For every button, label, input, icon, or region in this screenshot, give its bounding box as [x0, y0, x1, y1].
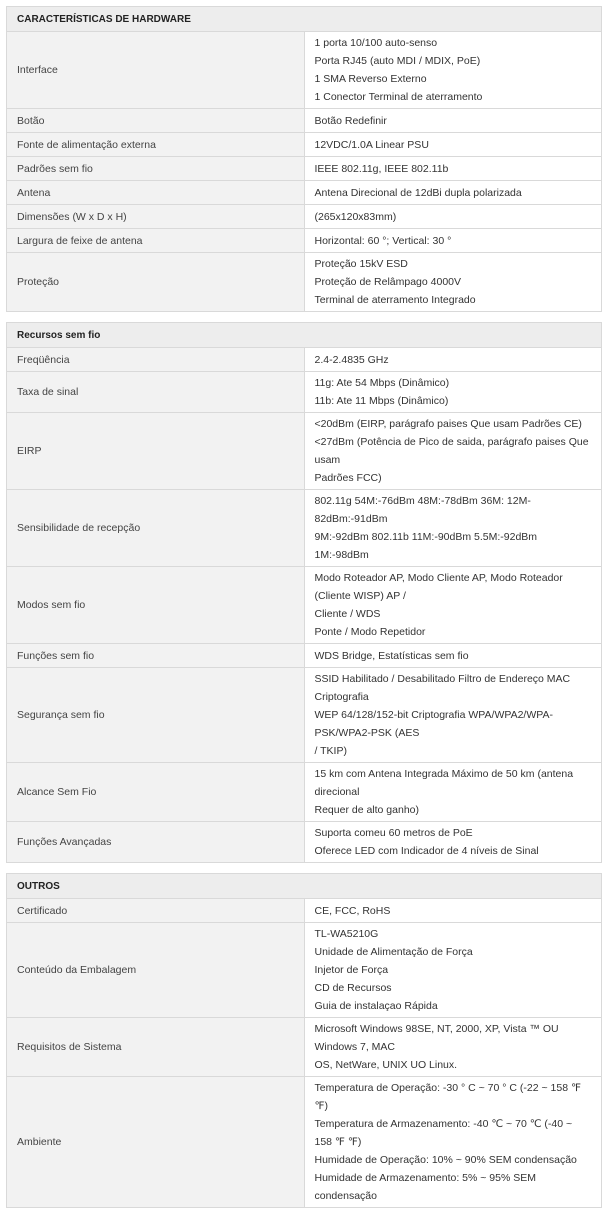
spec-value-line: Suporta comeu 60 metros de PoE: [314, 827, 473, 839]
spec-value-line: IEEE 802.11g, IEEE 802.11b: [314, 162, 449, 175]
spec-row: [7, 413, 602, 490]
spec-value-line: SSID Habilitado / Desabilitado Filtro de Endereço MAC Criptografia: [314, 673, 571, 703]
spec-value-line: Botão Redefinir: [314, 114, 387, 127]
spec-value: [304, 1077, 602, 1208]
spec-value-line: Cliente / WDS: [314, 608, 381, 620]
spec-value-line: Proteção 15kV ESD: [314, 258, 408, 270]
spec-label: Certificado: [7, 899, 305, 923]
spec-row: [7, 109, 602, 133]
spec-row: [7, 822, 602, 863]
spec-table: [6, 6, 602, 312]
spec-row: [7, 923, 602, 1018]
spec-value-line: TL-WA5210G: [314, 928, 379, 940]
spec-tables: [6, 6, 602, 1208]
spec-value-line: OS, NetWare, UNIX UO Linux.: [314, 1059, 458, 1071]
spec-value: [304, 567, 602, 644]
spec-value-line: 15 km com Antena Integrada Máximo de 50 km (antena direcional: [314, 768, 574, 798]
spec-row: [7, 205, 602, 229]
spec-value: [304, 253, 602, 312]
spec-value-line: <20dBm (EIRP, parágrafo paises Que usam Padrões CE): [314, 418, 582, 430]
spec-value-line: CD de Recursos: [314, 982, 392, 994]
spec-value-line: 1 SMA Reverso Externo: [314, 73, 427, 85]
spec-label: Freqüência: [7, 348, 305, 372]
spec-value-line: / TKIP): [314, 745, 347, 757]
spec-row: [7, 32, 602, 109]
section-title: OUTROS: [7, 874, 602, 899]
spec-row: [7, 348, 602, 372]
spec-value-line: Oferece LED com Indicador de 4 níveis de Sinal: [314, 845, 539, 857]
spec-label: Requisitos de Sistema: [7, 1018, 305, 1077]
spec-value: [304, 181, 602, 205]
spec-value-line: WDS Bridge, Estatísticas sem fio: [314, 649, 469, 662]
spec-value: [304, 923, 602, 1018]
spec-row: [7, 181, 602, 205]
spec-value-line: Humidade de Armazenamento: 5% ~ 95% SEM condensação: [314, 1172, 536, 1202]
spec-value: [304, 205, 602, 229]
spec-value: [304, 490, 602, 567]
spec-label: Antena: [7, 181, 305, 205]
spec-label: Funções sem fio: [7, 644, 305, 668]
spec-value-line: Horizontal: 60 °; Vertical: 30 °: [314, 234, 452, 247]
spec-row: [7, 253, 602, 312]
spec-label: Proteção: [7, 253, 305, 312]
spec-label: Interface: [7, 32, 305, 109]
spec-row: [7, 567, 602, 644]
spec-label: Largura de feixe de antena: [7, 229, 305, 253]
spec-label: Ambiente: [7, 1077, 305, 1208]
spec-label: Funções Avançadas: [7, 822, 305, 863]
spec-value: [304, 133, 602, 157]
spec-value: [304, 899, 602, 923]
spec-table: [6, 873, 602, 1208]
spec-value: [304, 229, 602, 253]
spec-label: Sensibilidade de recepção: [7, 490, 305, 567]
spec-value-line: 1 Conector Terminal de aterramento: [314, 91, 483, 103]
spec-value-line: Microsoft Windows 98SE, NT, 2000, XP, Vista ™ OU Windows 7, MAC: [314, 1023, 559, 1053]
spec-value-line: 1 porta 10/100 auto-senso: [314, 37, 438, 49]
spec-label: EIRP: [7, 413, 305, 490]
spec-label: Segurança sem fio: [7, 668, 305, 763]
spec-label: Alcance Sem Fio: [7, 763, 305, 822]
spec-value-line: <27dBm (Potência de Pico de saida, parágrafo paises Que usam: [314, 436, 589, 466]
spec-value-line: Temperatura de Operação: -30 ° C ~ 70 ° C (-22 ~ 158 ℉ ℉): [314, 1082, 581, 1112]
spec-label: Conteúdo da Embalagem: [7, 923, 305, 1018]
section-title: Recursos sem fio: [7, 323, 602, 348]
spec-value-line: Padrões FCC): [314, 472, 382, 484]
spec-value-line: 12VDC/1.0A Linear PSU: [314, 138, 429, 151]
spec-value-line: Humidade de Operação: 10% ~ 90% SEM condensação: [314, 1154, 577, 1166]
spec-row: [7, 133, 602, 157]
spec-value-line: CE, FCC, RoHS: [314, 904, 391, 917]
spec-value-line: Guia de instalaçao Rápida: [314, 1000, 438, 1012]
spec-value: [304, 668, 602, 763]
spec-value: [304, 32, 602, 109]
spec-row: [7, 490, 602, 567]
spec-value-line: Injetor de Força: [314, 964, 389, 976]
spec-row: [7, 229, 602, 253]
spec-row: [7, 1018, 602, 1077]
spec-value-line: 802.11g 54M:-76dBm 48M:-78dBm 36M: 12M-82dBm:-91dBm: [314, 495, 531, 525]
spec-value-line: Antena Direcional de 12dBi dupla polarizada: [314, 186, 522, 199]
spec-value-line: Temperatura de Armazenamento: -40 ℃ ~ 70 ℃ (-40 ~ 158 ℉ ℉): [314, 1118, 573, 1148]
spec-value: [304, 109, 602, 133]
spec-row: [7, 157, 602, 181]
spec-row: [7, 899, 602, 923]
spec-value-line: Terminal de aterramento Integrado: [314, 294, 476, 306]
spec-row: [7, 763, 602, 822]
spec-label: Botão: [7, 109, 305, 133]
spec-value: [304, 372, 602, 413]
spec-value-line: Ponte / Modo Repetidor: [314, 626, 426, 638]
spec-table: [6, 322, 602, 863]
spec-row: [7, 668, 602, 763]
spec-value-line: Porta RJ45 (auto MDI / MDIX, PoE): [314, 55, 481, 67]
spec-value: [304, 348, 602, 372]
spec-value-line: Proteção de Relâmpago 4000V: [314, 276, 462, 288]
spec-value-line: Requer de alto ganho): [314, 804, 419, 816]
spec-row: [7, 372, 602, 413]
spec-row: [7, 644, 602, 668]
spec-row: [7, 1077, 602, 1208]
spec-value-line: Unidade de Alimentação de Força: [314, 946, 473, 958]
spec-value-line: (265x120x83mm): [314, 210, 397, 223]
spec-value: [304, 763, 602, 822]
section-header-row: [7, 7, 602, 32]
spec-value-line: 11b: Ate 11 Mbps (Dinâmico): [314, 395, 449, 407]
section-header-row: [7, 323, 602, 348]
spec-value-line: 11g: Ate 54 Mbps (Dinâmico): [314, 377, 450, 389]
spec-value: [304, 1018, 602, 1077]
spec-label: Modos sem fio: [7, 567, 305, 644]
spec-label: Fonte de alimentação externa: [7, 133, 305, 157]
spec-value: [304, 413, 602, 490]
spec-value-line: 2.4-2.4835 GHz: [314, 353, 389, 366]
section-header-row: [7, 874, 602, 899]
section-title: CARACTERÍSTICAS DE HARDWARE: [7, 7, 602, 32]
spec-label: Padrões sem fio: [7, 157, 305, 181]
spec-value: [304, 644, 602, 668]
spec-label: Taxa de sinal: [7, 372, 305, 413]
spec-label: Dimensões (W x D x H): [7, 205, 305, 229]
spec-value: [304, 157, 602, 181]
spec-value: [304, 822, 602, 863]
spec-value-line: Modo Roteador AP, Modo Cliente AP, Modo Roteador (Cliente WISP) AP /: [314, 572, 563, 602]
spec-value-line: WEP 64/128/152-bit Criptografia WPA/WPA2/WPA-PSK/WPA2-PSK (AES: [314, 709, 553, 739]
spec-value-line: 9M:-92dBm 802.11b 11M:-90dBm 5.5M:-92dBm 1M:-98dBm: [314, 531, 538, 561]
